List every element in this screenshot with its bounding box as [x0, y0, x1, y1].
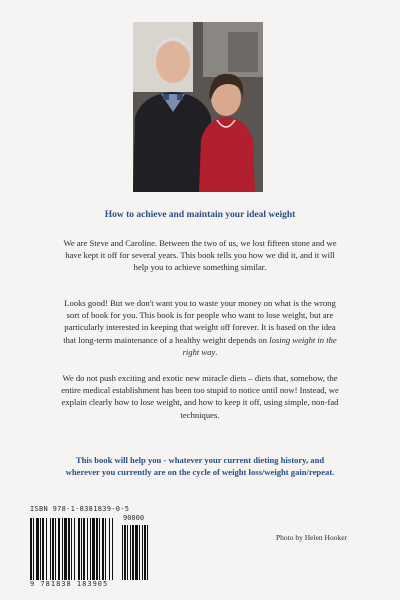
barcode-bar	[58, 518, 60, 580]
addon-bar	[142, 525, 143, 580]
isbn-text: ISBN 978-1-8381839-0-5	[30, 505, 130, 513]
barcode-bars	[30, 518, 113, 580]
addon-bar	[139, 525, 140, 580]
blurb-paragraph-2-emphasis: losing weight in the right way	[182, 334, 337, 357]
blurb-paragraph-3: We do not push exciting and exotic new miracle diets – diets that, somehow, the entire medical establishment has been too stupid to notice until now! Instead, we explain clearly how to lose weight, and how to keep it off, using simple, non-fad techniques.	[61, 373, 339, 420]
blurb-heading: How to achieve and maintain your ideal weight	[104, 210, 296, 220]
barcode-bar	[36, 518, 39, 580]
photo-credit: Photo by Helen Hooker	[276, 533, 348, 542]
addon-bar	[132, 525, 134, 580]
addon-bar	[122, 525, 123, 580]
barcode-bar	[64, 518, 67, 580]
price-code: 90000	[123, 514, 145, 522]
addon-bar	[124, 525, 126, 580]
barcode-bar	[55, 518, 56, 580]
blurb-paragraph-2-text: Looks good! But we don't want you to waste your money on what is the wrong sort of book for you. This book is for people who want to lose weight, but are particularly interested in keeping that weight off forever. It is based on the idea that long-term maintenance of a healthy weight depends on	[63, 298, 336, 345]
barcode-bar	[109, 518, 110, 580]
barcode-bar	[74, 518, 75, 580]
addon-bar	[147, 525, 148, 580]
barcode-bar	[62, 518, 63, 580]
barcode-bar	[81, 518, 82, 580]
barcode-bar	[99, 518, 100, 580]
barcode-bar	[90, 518, 91, 580]
barcode-bar	[50, 518, 51, 580]
addon-bar	[135, 525, 138, 580]
addon-bar	[127, 525, 128, 580]
barcode-bar	[102, 518, 104, 580]
addon-bar	[144, 525, 146, 580]
barcode-bar	[87, 518, 88, 580]
barcode-bar	[71, 518, 72, 580]
barcode-bar	[112, 518, 113, 580]
addon-bar	[130, 525, 131, 580]
barcode-bar	[33, 518, 34, 580]
ean-digits: 9 781838 183905	[30, 580, 109, 588]
barcode-bar	[78, 518, 80, 580]
addon-barcode-bars	[122, 525, 148, 580]
barcode-bar	[42, 518, 44, 580]
cover-photo	[133, 22, 263, 192]
blurb-paragraph-2-end: .	[215, 346, 218, 357]
addon-barcode	[122, 525, 156, 580]
ean-barcode	[30, 506, 120, 586]
barcode-bar	[68, 518, 70, 580]
barcode-bar	[30, 518, 32, 580]
barcode-bar	[40, 518, 41, 580]
authors-photo-illustration	[133, 22, 263, 192]
blurb-paragraph-1: We are Steve and Caroline. Between the two of us, we lost fifteen stone and we have kept it off for several years. This book tells you how we did it, and it will help you to achieve something similar.	[63, 238, 337, 273]
barcode-bar	[92, 518, 95, 580]
barcode-bar	[52, 518, 54, 580]
barcode-bar	[96, 518, 98, 580]
blurb-paragraph-2	[60, 297, 340, 358]
barcode-bar	[46, 518, 47, 580]
barcode-bar	[83, 518, 85, 580]
blurb-callout: This book will help you - whatever your current dieting history, and wherever you currently are on the cycle of weight loss/weight gain/repeat.	[65, 455, 335, 477]
barcode-bar	[105, 518, 106, 580]
